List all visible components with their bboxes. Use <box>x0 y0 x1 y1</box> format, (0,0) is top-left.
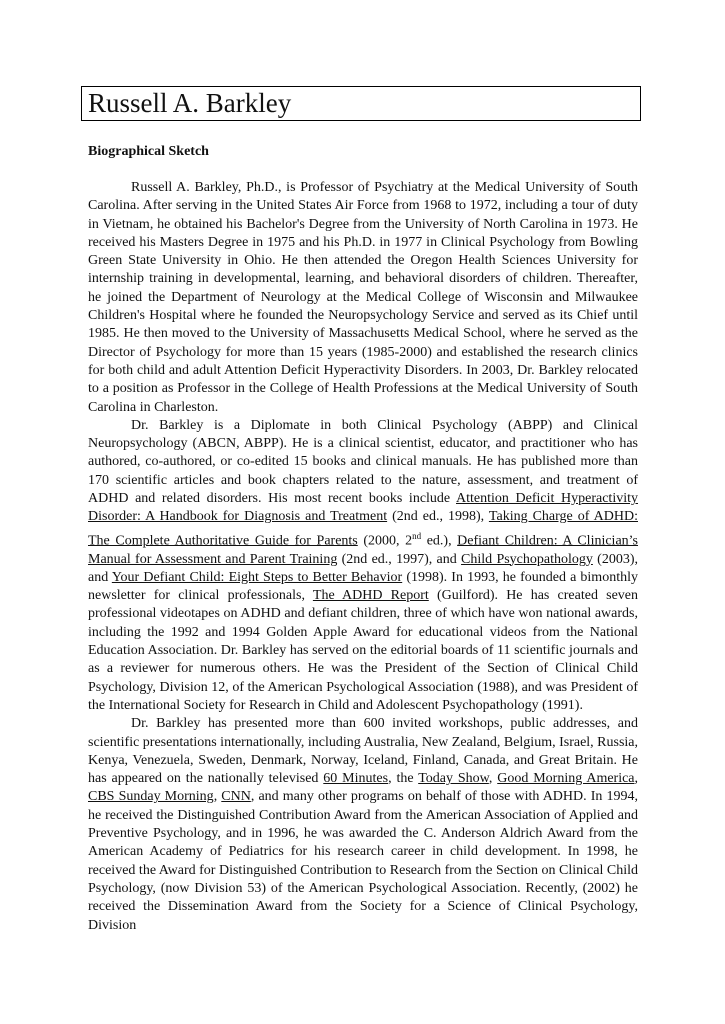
text-run: Dr. Barkley is a Diplomate in both Clinical Psychology (ABPP) and Clinical Neuropsychology (ABCN, ABPP). He is a clinical scientist, educator, and practitioner who has authored, co-authored, or co-edited 15 books and clinical manuals. He has published more than 170 scientific articles and book chapters related to the nature, assessment, and treatment of ADHD and related disorders. His most recent books include <box>88 417 638 507</box>
text-run: , and many other programs on behalf of those with ADHD. In 1994, he received the Distinguished Contribution Award from the American Association of Applied and Preventive Psychology, and in 1996, he was awarded the C. Anderson Aldrich Award from the American Academy of Pediatrics for his research career in child development. In 1998, he received the Award for Distinguished Contribution to Research from the Section on Clinical Child Psychology, (now Division 53) of the American Psychological Association. Recently, (2002) he received the Dissemination Award from the Society for a Science of Clinical Psychology, Division <box>88 789 639 933</box>
biography-paragraph <box>88 179 638 417</box>
book-title: CBS Sunday Morning <box>88 789 214 805</box>
text-run: (2003), and <box>88 551 639 585</box>
book-title: Today Show <box>418 771 489 787</box>
title-box <box>81 86 641 121</box>
book-title: The ADHD Report <box>312 588 429 604</box>
book-title: Taking Charge of ADHD: The Complete Authoritative Guide for Parents <box>88 509 638 549</box>
text-run: (2nd ed., 1998), <box>387 509 489 525</box>
text-run: (2000, 2 <box>357 533 413 549</box>
text-run: ed.), <box>421 533 458 549</box>
book-title: Defiant Children: A Clinician’s Manual for Assessment and Parent Training <box>88 533 639 567</box>
text-run: Dr. Barkley has presented more than 600 invited workshops, public addresses, and scientific presentations internationally, including Australia, New Zealand, Belgium, Israel, Russia, Kenya, Venezuela, Sweden, Denmark, Norway, Iceland, Finland, Canada, and Great Britain. He has appeared on the nationally televised <box>88 716 639 787</box>
section-heading: Biographical Sketch <box>88 144 209 159</box>
book-title: CNN <box>221 789 251 805</box>
superscript: nd <box>412 530 422 541</box>
text-run: (1998). In 1993, he founded a bimonthly newsletter for clinical professionals, <box>88 569 638 604</box>
biography-paragraph <box>88 715 638 935</box>
book-title: 60 Minutes <box>323 771 389 787</box>
book-title: Attention Deficit Hyperactivity Disorder: A Handbook for Diagnosis and Treatment <box>88 491 638 525</box>
text-run: (Guilford). He has created seven professional videotapes on ADHD and defiant children, three of which have won national awards, including the 1992 and 1994 Golden Apple Award for educational videos from the National Education Association. Dr. Barkley has served on the editorial boards of 11 scientific journals and as a reviewer for numerous others. He was the President of the Section of Clinical Child Psychology, Division 12, of the American Psychological Association (1988), and was President of the International Society for Research in Child and Adolescent Psychopathology (1991). <box>88 588 638 713</box>
book-title: Child Psychopathology <box>461 551 593 567</box>
biography-paragraph <box>88 417 638 715</box>
text-run: , the <box>388 771 419 787</box>
text-run: (2nd ed., 1997), and <box>337 551 462 567</box>
text-run: Russell A. Barkley, Ph.D., is Professor of Psychiatry at the Medical University of South Carolina. After serving in the United States Air Force from 1968 to 1972, including a tour of duty in Vietnam, he obtained his Bachelor's Degree from the University of North Carolina in 1973. He received his Masters Degree in 1975 and his Ph.D. in 1977 in Clinical Psychology from Bowling Green State University in Ohio. He then attended the Oregon Health Sciences University for internship training in developmental, learning, and behavioral disorders of children. Thereafter, he joined the Department of Neurology at the Medical College of Wisconsin and Milwaukee Children's Hospital where he founded the Neuropsychology Service and served as its Chief until 1985. He then moved to the University of Massachusetts Medical School, where he served as the Director of Psychology for more than 15 years (1985-2000) and established the research clinics for both child and adult Attention Deficit Hyperactivity Disorders. In 2003, Dr. Barkley relocated to a position as Professor in the College of Health Professions at the Medical University of South Carolina in Charleston. <box>88 180 638 415</box>
text-run: , <box>634 771 639 787</box>
book-title: Good Morning America <box>497 771 635 787</box>
page-title: Russell A. Barkley <box>88 88 292 118</box>
text-run: , <box>213 789 222 805</box>
biography-body <box>88 179 638 935</box>
book-title: Your Defiant Child: Eight Steps to Better Behavior <box>111 569 403 585</box>
text-run: , <box>488 771 498 787</box>
